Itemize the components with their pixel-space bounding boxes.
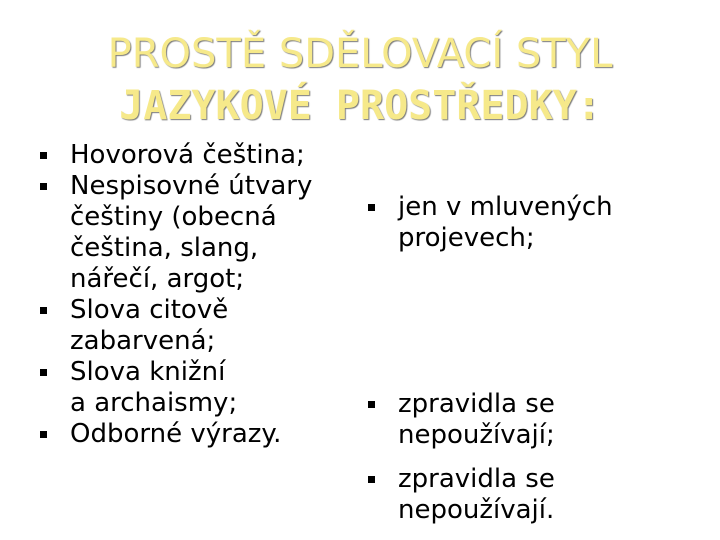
- bullet-icon: [40, 183, 47, 190]
- bullet-icon: [40, 369, 47, 376]
- list-item: [40, 171, 340, 295]
- right-list-item: [368, 389, 698, 451]
- list-item-text: Hovorová čeština;: [70, 140, 305, 170]
- list-item-text: zabarvená;: [70, 326, 216, 356]
- bullet-icon: [368, 476, 375, 483]
- bullet-icon: [40, 152, 47, 159]
- list-item-text: zpravidla se: [398, 464, 555, 494]
- title-line-1: PROSTĚ SDĚLOVACÍ STYL: [107, 31, 613, 77]
- list-item-text: jen v mluvených: [398, 192, 613, 222]
- list-item: [40, 419, 340, 450]
- list-item-text: Odborné výrazy.: [70, 419, 282, 449]
- list-item-text: nářečí, argot;: [70, 264, 245, 294]
- right-list-item: [368, 192, 698, 254]
- left-bullet-list: [40, 140, 340, 450]
- list-item-text: čeština, slang,: [70, 233, 259, 263]
- bullet-icon: [40, 307, 47, 314]
- list-item-text: Slova citově: [70, 295, 229, 325]
- title-line-2: JAZYKOVÉ PROSTŘEDKY:: [119, 83, 601, 129]
- list-item: [40, 140, 340, 171]
- list-item-text: nepoužívají;: [398, 420, 555, 450]
- list-item-text: a archaismy;: [70, 388, 238, 418]
- bullet-icon: [40, 431, 47, 438]
- list-item-text: Slova knižní: [70, 357, 226, 387]
- list-item-text: zpravidla se: [398, 389, 555, 419]
- bullet-icon: [368, 401, 375, 408]
- list-item-text: projevech;: [398, 223, 535, 253]
- list-item-text: češtiny (obecná: [70, 202, 277, 232]
- list-item-text: nepoužívají.: [398, 495, 555, 525]
- bullet-icon: [368, 204, 375, 211]
- list-item: [40, 357, 340, 419]
- list-item-text: Nespisovné útvary: [70, 171, 313, 201]
- right-list-item: [368, 464, 698, 526]
- list-item: [40, 295, 340, 357]
